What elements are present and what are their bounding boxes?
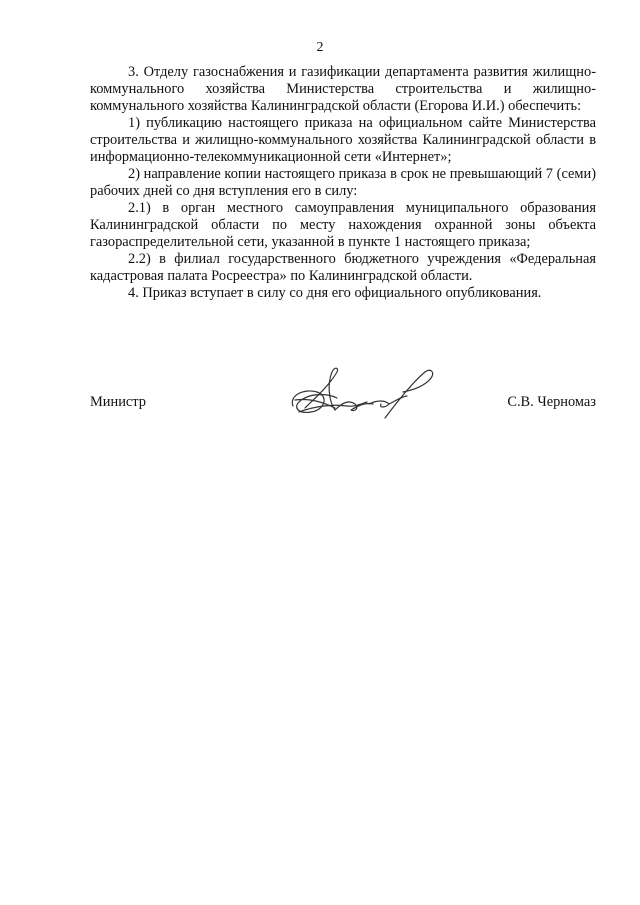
page-number: 2 bbox=[316, 40, 324, 55]
paragraph-item-4: 4. Приказ вступает в силу со дня его официального опубликования. bbox=[128, 285, 542, 301]
handwritten-signature bbox=[285, 362, 445, 426]
document-body bbox=[90, 64, 596, 302]
paragraph-item-3: 3. Отделу газоснабжения и газификации департамента развития жилищно-коммунального хозяйства Министерства строительства и жилищно-коммунального хозяйства Калининградской области (Егорова И.И.) обеспечить: bbox=[90, 64, 596, 114]
signer-name: С.В. Черномаз bbox=[507, 394, 596, 410]
paragraph-subitem-2-2: 2.2) в филиал государственного бюджетного учреждения «Федеральная кадастровая палата Росреестра» по Калининградской области. bbox=[90, 251, 596, 284]
paragraph-subitem-1: 1) публикацию настоящего приказа на официальном сайте Министерства строительства и жилищно-коммунального хозяйства Калининградской области в информационно-телекоммуникационной сети «Интернет»; bbox=[90, 115, 596, 165]
signer-title: Министр bbox=[90, 394, 146, 410]
paragraph-subitem-2: 2) направление копии настоящего приказа в срок не превышающий 7 (семи) рабочих дней со дня вступления его в силу: bbox=[90, 166, 596, 199]
signature-block bbox=[90, 362, 596, 432]
paragraph-subitem-2-1: 2.1) в орган местного самоуправления муниципального образования Калининградской области по месту нахождения охранной зоны объекта газораспределительной сети, указанной в пункте 1 настоящего приказа; bbox=[90, 200, 596, 250]
